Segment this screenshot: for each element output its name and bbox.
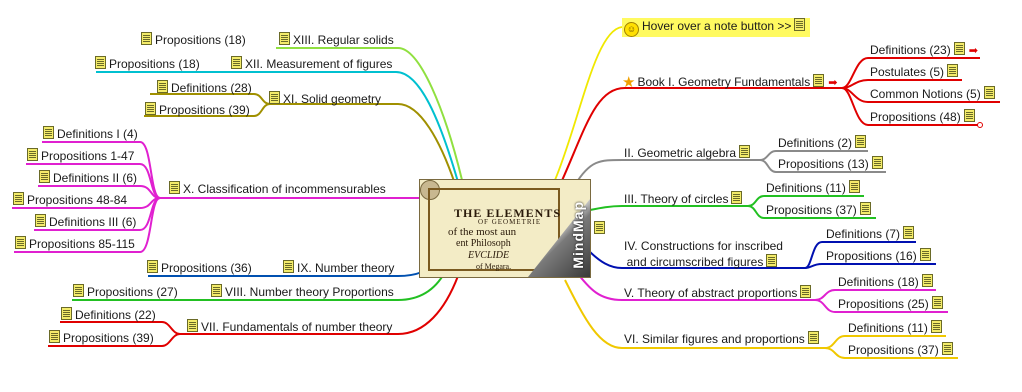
note-icon[interactable] [147,260,158,273]
link-hint [555,27,622,180]
note-icon[interactable] [169,181,180,194]
book2-propositions[interactable]: Propositions (13) [778,156,886,172]
note-icon[interactable] [766,254,777,267]
book10-propositions-2[interactable]: Propositions 48-84 [10,192,127,208]
book5-definitions[interactable]: Definitions (18) [838,274,936,290]
note-icon[interactable] [903,226,914,239]
note-icon[interactable] [808,331,819,344]
book3-propositions[interactable]: Propositions (37) [766,202,874,218]
book10-definitions-3[interactable]: Definitions III (6) [32,214,136,230]
book9-node[interactable]: IX. Number theory [280,260,394,276]
book12-propositions[interactable]: Propositions (18) [92,56,200,72]
book-line: ent Philosoph [456,238,511,249]
note-icon[interactable] [872,156,883,169]
note-icon[interactable] [932,296,943,309]
hint-label: Hover over a note button >> [642,19,792,33]
book1-common-notions[interactable]: Common Notions (5) [870,86,998,102]
book3-node[interactable]: III. Theory of circles [624,191,745,207]
note-icon[interactable] [279,32,290,45]
link-book2 [575,160,760,185]
note-icon[interactable] [964,109,975,122]
note-icon[interactable] [984,86,995,99]
note-icon[interactable] [731,191,742,204]
book6-node[interactable]: VI. Similar figures and proportions [624,331,822,347]
center-note-button[interactable] [591,221,608,237]
note-icon[interactable] [954,42,965,55]
link-book11 [270,104,455,184]
note-icon[interactable] [739,145,750,158]
hint-node[interactable] [622,18,810,37]
book1-propositions[interactable]: Propositions (48) [870,109,978,125]
note-icon[interactable] [141,32,152,45]
book4-node[interactable]: IV. Constructions for inscribed and circumscribed figures [624,239,783,269]
book11-propositions[interactable]: Propositions (39) [142,102,250,118]
note-icon[interactable] [947,64,958,77]
smiley-icon: ☺ [624,22,639,37]
book10-definitions-2[interactable]: Definitions II (6) [36,170,137,186]
note-icon[interactable] [269,91,280,104]
book7-node[interactable]: VII. Fundamentals of number theory [184,319,392,335]
note-icon[interactable] [849,180,860,193]
book3-definitions[interactable]: Definitions (11) [766,180,863,196]
note-icon[interactable] [931,320,942,333]
book11-node[interactable]: XI. Solid geometry [266,91,381,107]
note-icon[interactable] [860,202,871,215]
book4-propositions[interactable]: Propositions (16) [826,248,934,264]
note-icon[interactable] [800,285,811,298]
note-icon[interactable] [73,284,84,297]
book13-node[interactable]: XIII. Regular solids [276,32,394,48]
note-icon[interactable] [15,236,26,249]
book10-propositions-3[interactable]: Propositions 85-115 [12,236,135,252]
book11-definitions[interactable]: Definitions (28) [154,80,252,96]
note-icon[interactable] [942,342,953,355]
red-arrow-icon[interactable]: ➡ [968,45,978,57]
note-icon[interactable] [27,148,38,161]
note-icon[interactable] [211,284,222,297]
book1-postulates[interactable]: Postulates (5) [870,64,961,80]
note-icon[interactable] [922,274,933,287]
book10-propositions-1[interactable]: Propositions 1-47 [24,148,134,164]
note-icon[interactable] [283,260,294,273]
note-icon[interactable] [145,102,156,115]
mindmap-brand: MindMap [570,201,586,269]
book1-node[interactable] [622,74,837,91]
note-icon[interactable] [794,18,805,31]
note-icon[interactable] [61,307,72,320]
note-icon[interactable] [13,192,24,205]
book-author: EVCLIDE [468,250,510,261]
book-title: THE ELEMENTS [454,206,562,220]
note-icon[interactable] [49,330,60,343]
book5-node[interactable]: V. Theory of abstract proportions [624,285,814,301]
book4-definitions[interactable]: Definitions (7) [826,226,917,242]
book1-label: Book I. Geometry Fundamentals [637,75,811,89]
note-icon[interactable] [43,126,54,139]
note-icon[interactable] [35,214,46,227]
book7-propositions[interactable]: Propositions (39) [46,330,154,346]
book8-propositions[interactable]: Propositions (27) [70,284,178,300]
book1-definitions[interactable]: Definitions (23) ➡ [870,43,978,57]
book10-definitions-1[interactable]: Definitions I (4) [40,126,138,142]
star-icon: ★ [622,74,636,91]
book8-node[interactable]: VIII. Number theory Proportions [208,284,394,300]
book-subtitle: OF GEOMETRIE [478,218,542,226]
book7-definitions[interactable]: Definitions (22) [58,307,156,323]
note-icon[interactable] [855,135,866,148]
central-topic-image[interactable] [419,179,591,278]
note-icon[interactable] [594,221,605,234]
note-icon[interactable] [157,80,168,93]
book6-propositions[interactable]: Propositions (37) [848,342,956,358]
book-line: of Megara. [476,262,512,271]
book13-propositions[interactable]: Propositions (18) [138,32,246,48]
book6-definitions[interactable]: Definitions (11) [848,320,945,336]
book12-node[interactable]: XII. Measurement of figures [228,56,392,72]
book5-propositions[interactable]: Propositions (25) [838,296,946,312]
book2-node[interactable]: II. Geometric algebra [624,145,753,161]
note-icon[interactable] [813,74,824,87]
book10-node[interactable]: X. Classification of incommensurables [166,181,386,197]
book-line: of the most aun [448,226,517,238]
note-icon[interactable] [920,248,931,261]
note-icon[interactable] [39,170,50,183]
red-arrow-icon[interactable]: ➡ [828,77,838,89]
note-icon[interactable] [187,319,198,332]
note-icon[interactable] [95,56,106,69]
book2-definitions[interactable]: Definitions (2) [778,135,869,151]
book9-propositions[interactable]: Propositions (36) [144,260,252,276]
note-icon[interactable] [231,56,242,69]
